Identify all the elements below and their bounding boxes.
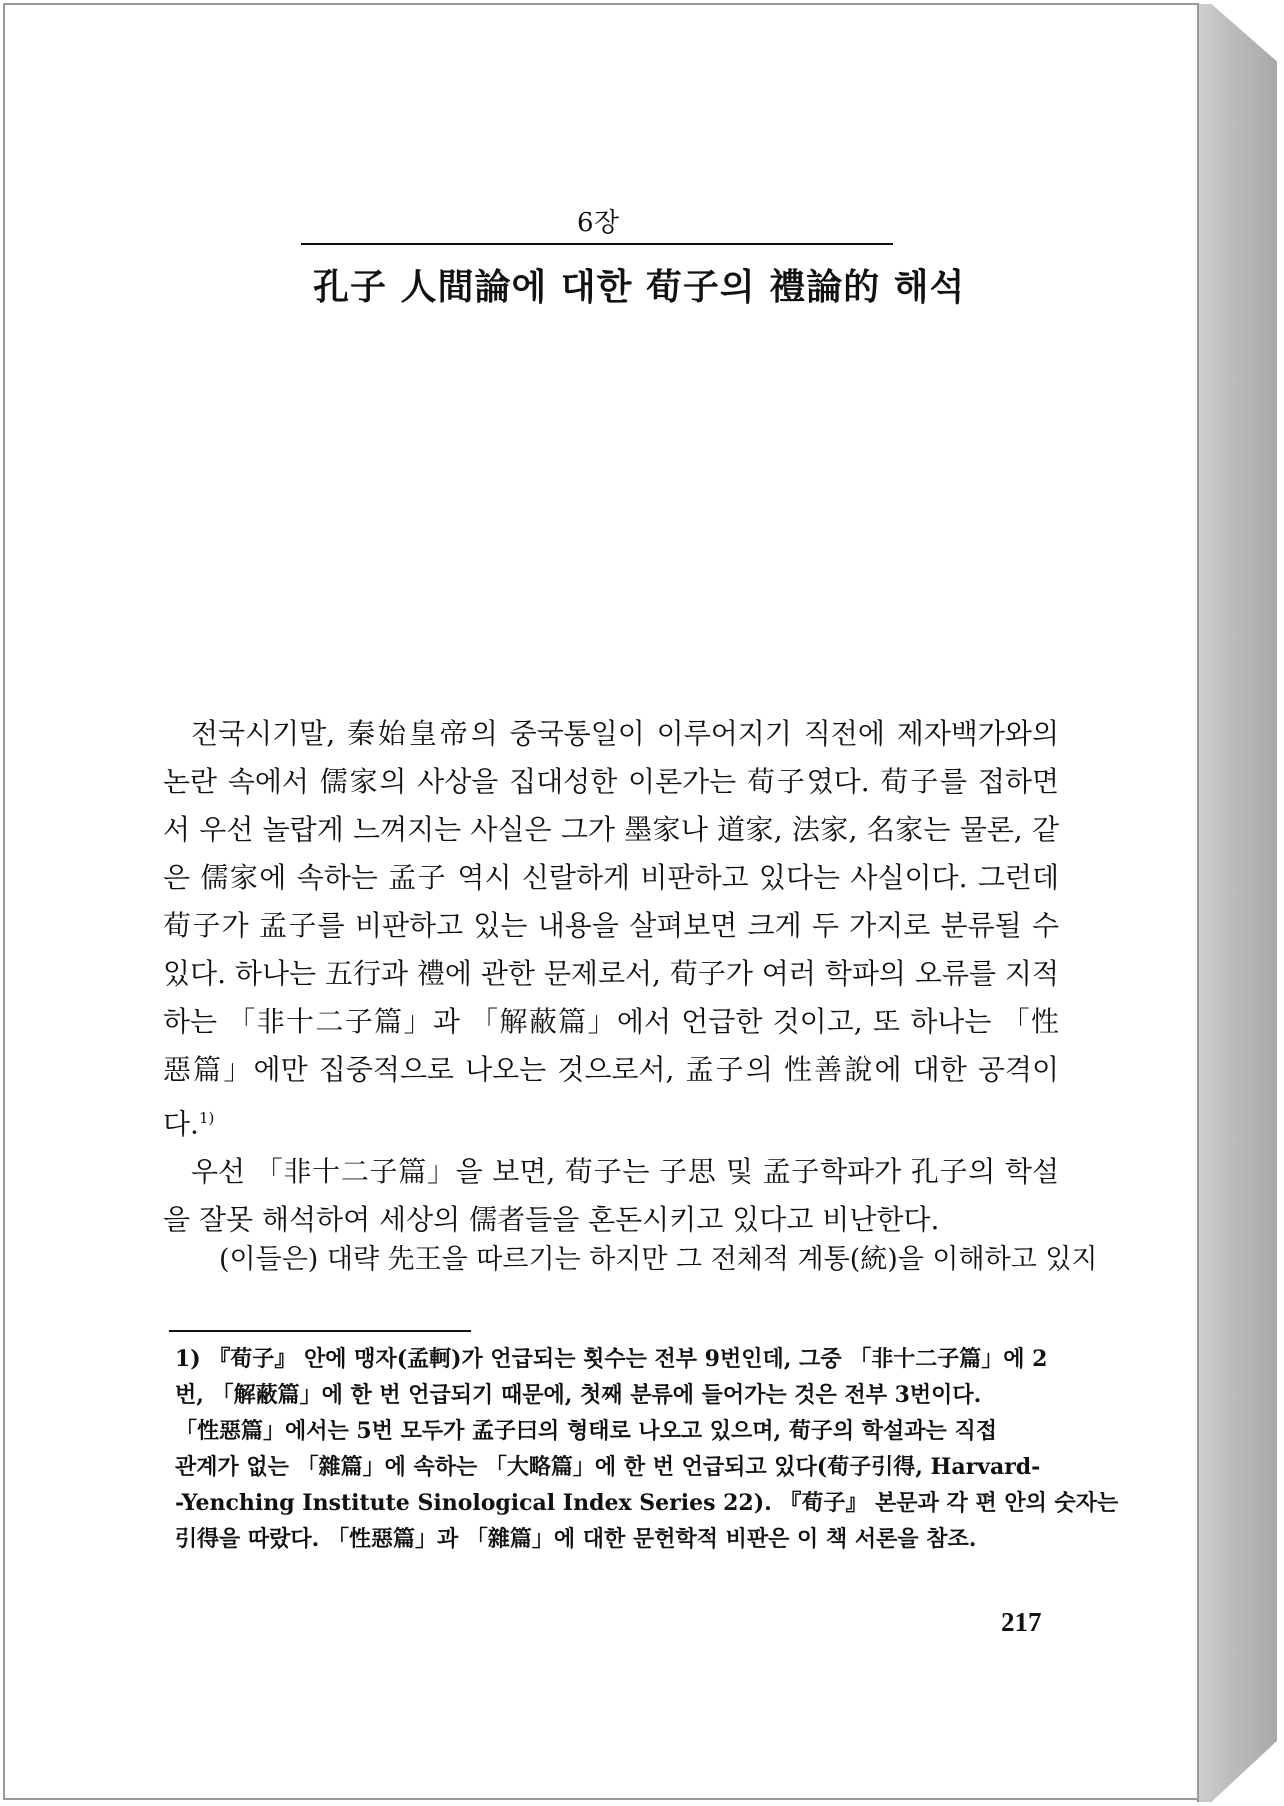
- page-number: 217: [1001, 1607, 1042, 1637]
- footnote-line: 引得을 따랐다. 「性惡篇」과 「雜篇」에 대한 문헌학적 비판은 이 책 서론을 참조.: [175, 1526, 977, 1552]
- book-page-edge: [1197, 4, 1277, 1802]
- footnote-line: 번, 「解蔽篇」에 한 번 언급되기 때문에, 첫째 분류에 들어가는 것은 전부 3번이다.: [175, 1382, 982, 1408]
- footnote-line: 관계가 없는 「雜篇」에 속하는 「大略篇」에 한 번 언급되고 있다(荀子引得, Harvard-: [175, 1454, 1041, 1480]
- body-text: [163, 710, 1059, 1244]
- chapter-title: 孔子 人間論에 대한 荀子의 禮論的 해석: [313, 266, 966, 308]
- block-quote: (이들은) 대략 先王을 따르기는 하지만 그 전체적 계통(統)을 이해하고 있지: [219, 1244, 1098, 1275]
- footnotes: [175, 1341, 1119, 1557]
- book-page: [3, 3, 1199, 1800]
- footnote-line: -Yenching Institute Sinological Index Series 22). 『荀子』 본문과 각 편 안의 숫자는: [175, 1490, 1119, 1516]
- footnote-line: 1) 『荀子』 안에 맹자(孟軻)가 언급되는 횟수는 전부 9번인데, 그중 「非十二子篇」에 2: [175, 1346, 1048, 1372]
- chapter-rule: [301, 243, 893, 245]
- body-paragraph: [163, 710, 1059, 1148]
- paragraph-1-text: 전국시기말, 秦始皇帝의 중국통일이 이루어지기 직전에 제자백가와의 논란 속에서 儒家의 사상을 집대성한 이론가는 荀子였다. 荀子를 접하면서 우선 놀랍게 느껴지는 사실은 그가 墨家나 道家, 法家, 名家는 물론, 같은 儒家에 속하는 孟子 역시 신랄하게 비판하고 있다는 사실이다. 그런데 荀子가 孟子를 비판하고 있는 내용을 살펴보면 크게 두 가지로 분류될 수 있다. 하나는 五行과 禮에 관한 문제로서, 荀子가 여러 학파의 오류를 지적하는 「非十二子篇」과 「解蔽篇」에서 언급한 것이고, 또 하나는 「性惡篇」에만 집중적으로 나오는 것으로서, 孟子의 性善說에 대한 공격이다.: [163, 717, 1059, 1141]
- footnote-ref: 1): [198, 1109, 215, 1127]
- body-paragraph: 우선 「非十二子篇」을 보면, 荀子는 子思 및 孟子학파가 孔子의 학설을 잘못 해석하여 세상의 儒者들을 혼돈시키고 있다고 비난한다.: [163, 1155, 1059, 1237]
- chapter-number: 6장: [577, 208, 620, 238]
- footnote-line: 「性惡篇」에서는 5번 모두가 孟子曰의 형태로 나오고 있으며, 荀子의 학설과는 직접: [175, 1418, 997, 1444]
- footnote-rule: [169, 1330, 471, 1332]
